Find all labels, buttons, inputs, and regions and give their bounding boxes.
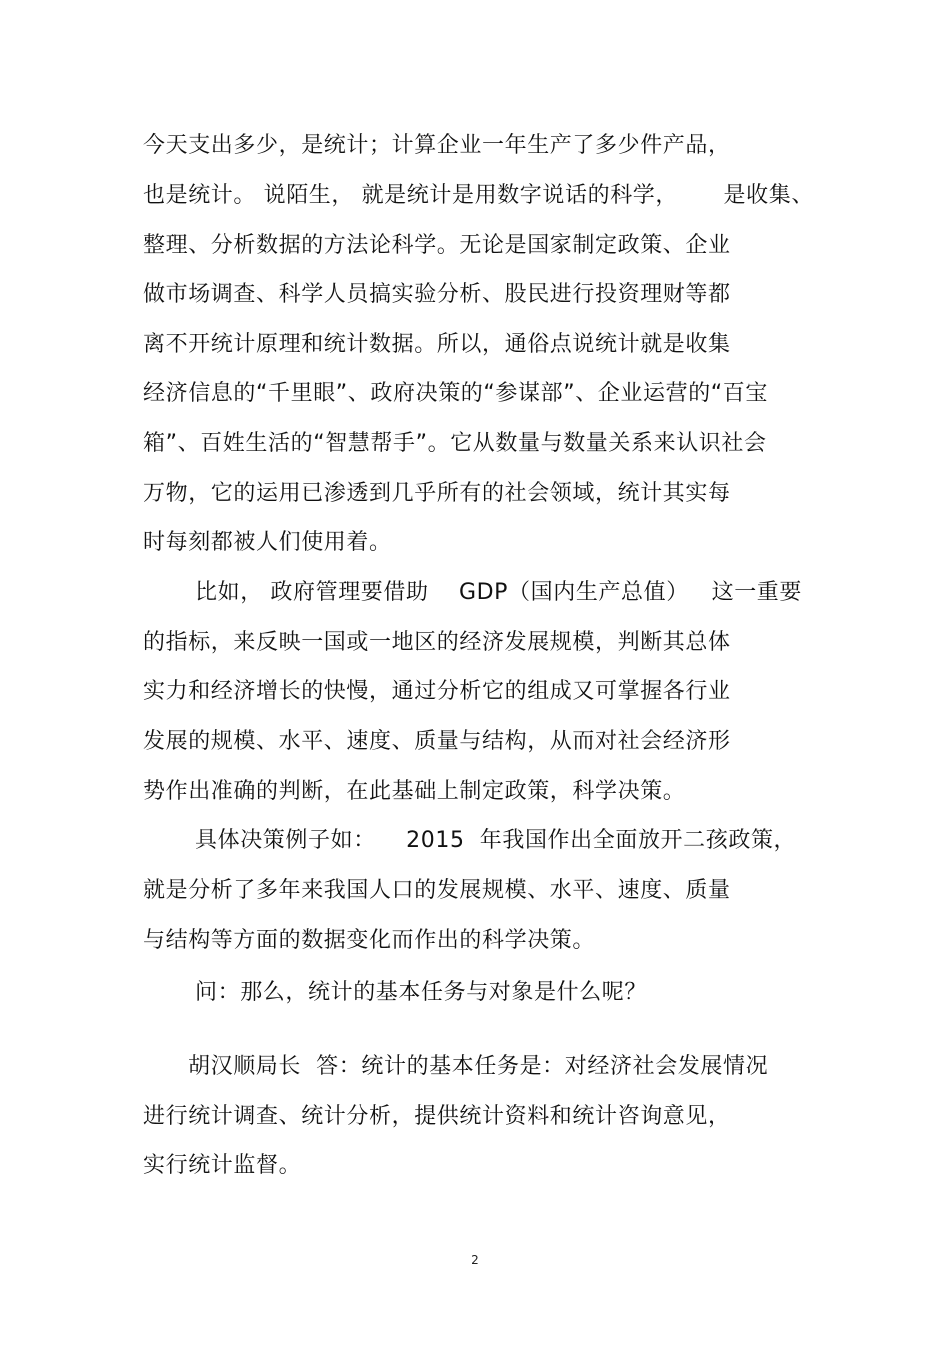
paragraph-first-line: 比如， 政府管理要借助 GDP（国内生产总值） 这一重要 [195,580,803,605]
text-line: 实力和经济增长的快慢，通过分析它的组成又可掌握各行业 [143,679,731,704]
text-line: 势作出准确的判断，在此基础上制定政策，科学决策。 [143,779,686,804]
text-line: 今天支出多少，是统计；计算企业一年生产了多少件产品， [143,133,731,158]
text-line: 与结构等方面的数据变化而作出的科学决策。 [143,928,596,953]
text-line: 离不开统计原理和统计数据。所以，通俗点说统计就是收集 [143,332,731,357]
text-line: 万物，它的运用已渗透到几乎所有的社会领域，统计其实每 [143,481,731,506]
text-line: 做市场调查、科学人员搞实验分析、股民进行投资理财等都 [143,282,731,307]
text-line: 整理、分析数据的方法论科学。无论是国家制定政策、企业 [143,233,731,258]
text-line: 发展的规模、水平、速度、质量与结构，从而对社会经济形 [143,729,731,754]
text-line: 时每刻都被人们使用着。 [143,530,392,555]
text-line: 实行统计监督。 [143,1153,302,1178]
text-line: 进行统计调查、统计分析，提供统计资料和统计咨询意见， [143,1104,731,1129]
page-number: 2 [471,1253,479,1267]
text-line: 经济信息的“千里眼”、政府决策的“参谋部”、企业运营的“百宝 [143,381,768,406]
text-line: 的指标，来反映一国或一地区的经济发展规模，判断其总体 [143,630,731,655]
answer-first-line: 胡汉顺局长 答：统计的基本任务是：对经济社会发展情况 [188,1054,769,1079]
text-line: 也是统计。 说陌生， 就是统计是用数字说话的科学， 是收集、 [143,183,814,208]
paragraph-first-line: 具体决策例子如： 2015 年我国作出全面放开二孩政策， [195,828,797,853]
text-line: 箱”、百姓生活的“智慧帮手”。它从数量与数量关系来认识社会 [143,431,767,456]
text-line: 就是分析了多年来我国人口的发展规模、水平、速度、质量 [143,878,731,903]
question-line: 问：那么，统计的基本任务与对象是什么呢？ [195,980,648,1005]
